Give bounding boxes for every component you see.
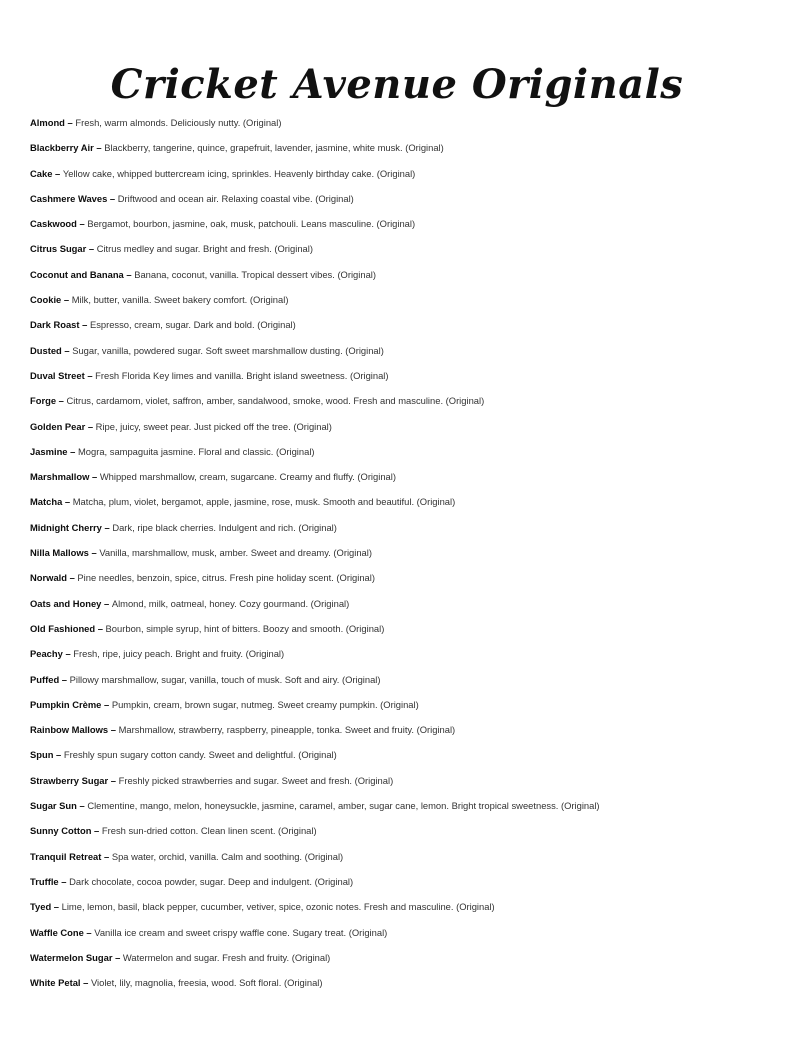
scent-name: Citrus Sugar [30,243,87,255]
list-item [30,540,770,565]
scent-description: Watermelon and sugar. Fresh and fruity. (Original) [122,951,331,963]
dash-separator: – [61,294,72,306]
list-item [30,464,770,489]
scent-name: Sunny Cotton [30,825,92,837]
dash-separator: – [95,622,106,634]
list-item [30,161,770,186]
dash-separator: – [108,724,119,736]
scent-description: Clementine, mango, melon, honeysuckle, jasmine, caramel, amber, sugar cane, lemon. Bright tropical sweetness. (Original) [87,800,600,812]
list-item [30,489,770,514]
dash-separator: – [101,521,113,533]
scent-description: Driftwood and ocean air. Relaxing coastal vibe. (Original) [117,192,354,204]
scent-name: Tyed [30,901,52,913]
scent-name: Coconut and Banana [30,268,124,280]
scent-name: Caskwood [30,218,77,230]
scent-name: Strawberry Sugar [30,774,109,786]
scent-name: Blackberry Air [30,142,94,154]
list-item [30,565,770,590]
scent-description: Milk, butter, vanilla. Sweet bakery comfort. (Original) [71,294,289,306]
dash-separator: – [52,167,63,179]
dash-separator: – [80,977,91,989]
scent-name: Dark Roast [30,319,80,331]
scent-description: Violet, lily, magnolia, freesia, wood. Soft floral. (Original) [90,977,323,989]
list-item [30,844,770,869]
scent-name: Almond [30,117,65,128]
dash-separator: – [64,117,76,128]
dash-separator: – [58,875,70,887]
scent-name: Norwald [30,572,67,584]
scent-name: White Petal [30,977,81,989]
scent-description: Banana, coconut, vanilla. Tropical dessert vibes. (Original) [134,268,376,280]
scent-description: Pillowy marshmallow, sugar, vanilla, touch of musk. Soft and airy. (Original) [69,673,381,685]
list-item [30,692,770,717]
list-item [30,768,770,793]
scent-description: Sugar, vanilla, powdered sugar. Soft sweet marshmallow dusting. (Original) [72,344,384,356]
scent-name: Spun [30,749,54,761]
scent-description: Mogra, sampaguita jasmine. Floral and classic. (Original) [77,445,315,457]
scent-name: Jasmine [30,445,68,457]
scent-name: Cake [30,167,53,179]
list-item [30,211,770,236]
scent-name: Cashmere Waves [30,192,108,204]
dash-separator: – [62,496,73,508]
scent-name: Golden Pear [30,420,86,432]
scent-name: Rainbow Mallows [30,724,109,736]
scent-description: Fresh, ripe, juicy peach. Bright and fruity. (Original) [73,648,285,660]
dash-separator: – [62,648,74,660]
list-item [30,641,770,666]
list-item [30,667,770,692]
scent-description: Vanilla, marshmallow, musk, amber. Sweet and dreamy. (Original) [99,547,372,559]
scent-name: Pumpkin Crème [30,698,102,710]
dash-separator: – [107,192,118,204]
dash-separator: – [123,268,135,280]
dash-separator: – [108,774,119,786]
list-item [30,439,770,464]
scent-name: Nilla Mallows [30,547,89,559]
list-item [30,338,770,363]
list-item [30,591,770,616]
list-item [30,388,770,413]
scent-description: Marshmallow, strawberry, raspberry, pineapple, tonka. Sweet and fruity. (Original) [118,724,456,736]
list-item [30,869,770,894]
dash-separator: – [112,951,123,963]
scent-description: Dark chocolate, cocoa powder, sugar. Deep and indulgent. (Original) [69,875,354,887]
dash-separator: – [79,319,90,331]
dash-separator: – [76,800,88,812]
dash-separator: – [89,471,100,483]
list-item [30,135,770,160]
scent-description: Bergamot, bourbon, jasmine, oak, musk, patchouli. Leans masculine. (Original) [87,218,416,230]
scent-name: Peachy [30,648,63,660]
scent-name: Truffle [30,875,59,887]
list-item [30,236,770,261]
dash-separator: – [101,698,112,710]
scent-description: Ripe, juicy, sweet pear. Just picked off the tree. (Original) [95,420,332,432]
dash-separator: – [56,395,67,407]
list-item [30,717,770,742]
scent-description: Fresh, warm almonds. Deliciously nutty. (Original) [75,117,282,128]
list-item [30,110,770,135]
scent-list [30,110,770,995]
list-item [30,515,770,540]
scent-description: Pumpkin, cream, brown sugar, nutmeg. Sweet creamy pumpkin. (Original) [111,698,419,710]
scent-name: Old Fashioned [30,622,96,634]
list-item [30,793,770,818]
scent-name: Watermelon Sugar [30,951,113,963]
scent-name: Matcha [30,496,63,508]
scent-description: Spa water, orchid, vanilla. Calm and soothing. (Original) [111,850,344,862]
scent-name: Waffle Cone [30,926,84,938]
dash-separator: – [76,218,88,230]
dash-separator: – [88,547,100,559]
scent-description: Pine needles, benzoin, spice, citrus. Fresh pine holiday scent. (Original) [77,572,375,584]
dash-separator: – [101,850,112,862]
dash-separator: – [86,243,97,255]
scent-description: Dark, ripe black cherries. Indulgent and rich. (Original) [112,521,337,533]
dash-separator: – [84,369,96,381]
page-title: Cricket Avenue Originals [110,60,684,108]
list-item [30,414,770,439]
scent-description: Vanilla ice cream and sweet crispy waffle cone. Sugary treat. (Original) [94,926,388,938]
scent-description: Espresso, cream, sugar. Dark and bold. (Original) [89,319,296,331]
dash-separator: – [93,142,105,154]
dash-separator: – [66,572,78,584]
dash-separator: – [53,749,64,761]
dash-separator: – [101,597,112,609]
scent-description: Bourbon, simple syrup, hint of bitters. Boozy and smooth. (Original) [105,622,385,634]
list-item [30,970,770,995]
scent-description: Lime, lemon, basil, black pepper, cucumber, vetiver, spice, ozonic notes. Fresh and masculine. (Original) [61,901,495,913]
scent-description: Yellow cake, whipped buttercream icing, sprinkles. Heavenly birthday cake. (Original) [62,167,416,179]
list-item [30,363,770,388]
dash-separator: – [83,926,95,938]
scent-description: Fresh Florida Key limes and vanilla. Bright island sweetness. (Original) [95,369,389,381]
scent-description: Citrus, cardamom, violet, saffron, amber, sandalwood, smoke, wood. Fresh and masculine. (Original) [66,395,485,407]
scent-name: Tranquil Retreat [30,850,102,862]
list-item [30,894,770,919]
scent-description: Blackberry, tangerine, quince, grapefruit, lavender, jasmine, white musk. (Original) [104,142,444,154]
dash-separator: – [67,445,78,457]
dash-separator: – [61,344,73,356]
scent-name: Midnight Cherry [30,521,102,533]
list-item [30,742,770,767]
dash-separator: – [51,901,62,913]
scent-description: Matcha, plum, violet, bergamot, apple, jasmine, rose, musk. Smooth and beautiful. (Original) [72,496,456,508]
list-item [30,920,770,945]
scent-name: Forge [30,395,57,407]
dash-separator: – [59,673,70,685]
scent-name: Dusted [30,344,62,356]
scent-name: Sugar Sun [30,800,77,812]
scent-description: Freshly spun sugary cotton candy. Sweet and delightful. (Original) [63,749,337,761]
list-item [30,186,770,211]
scent-description: Citrus medley and sugar. Bright and fresh. (Original) [96,243,313,255]
scent-description: Fresh sun-dried cotton. Clean linen scent. (Original) [101,825,317,837]
scent-name: Duval Street [30,369,85,381]
dash-separator: – [91,825,102,837]
scent-description: Whipped marshmallow, cream, sugarcane. Creamy and fluffy. (Original) [99,471,396,483]
scent-name: Oats and Honey [30,597,102,609]
list-item [30,616,770,641]
list-item [30,312,770,337]
dash-separator: – [85,420,96,432]
scent-name: Puffed [30,673,60,685]
list-item [30,818,770,843]
list-item [30,262,770,287]
scent-description: Almond, milk, oatmeal, honey. Cozy gourmand. (Original) [111,597,350,609]
list-item [30,945,770,970]
scent-name: Cookie [30,294,62,306]
list-item [30,287,770,312]
scent-description: Freshly picked strawberries and sugar. Sweet and fresh. (Original) [118,774,394,786]
scent-name: Marshmallow [30,471,90,483]
